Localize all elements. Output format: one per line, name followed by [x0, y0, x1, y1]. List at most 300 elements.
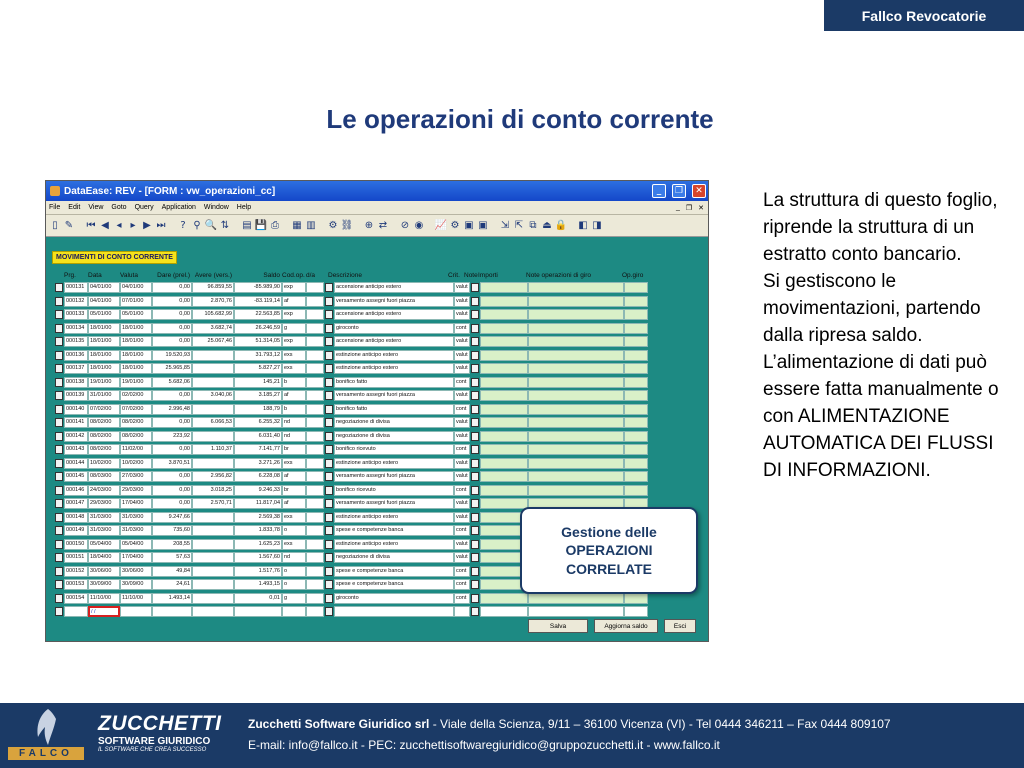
- table-row[interactable]: [54, 389, 706, 403]
- prg-cell[interactable]: 000152: [64, 566, 88, 577]
- lookup-checkbox[interactable]: [325, 607, 333, 616]
- note-checkbox[interactable]: [471, 364, 479, 373]
- menu-goto[interactable]: Goto: [111, 204, 127, 211]
- row-selector-checkbox[interactable]: [55, 391, 63, 400]
- lookup-checkbox[interactable]: [325, 445, 333, 454]
- note-checkbox[interactable]: [471, 607, 479, 616]
- description-cell[interactable]: accensione anticipo estero: [334, 309, 454, 320]
- giro-op-cell[interactable]: [624, 309, 648, 320]
- credit-cell[interactable]: [192, 579, 234, 590]
- credit-cell[interactable]: [192, 566, 234, 577]
- save-icon[interactable]: 💾: [254, 220, 268, 231]
- row-selector-checkbox[interactable]: [55, 526, 63, 535]
- debit-cell[interactable]: 735,60: [152, 525, 192, 536]
- value-date-cell[interactable]: 31/03/00: [120, 525, 152, 536]
- giro-notes-cell[interactable]: [528, 444, 624, 455]
- credit-cell[interactable]: 105.682,99: [192, 309, 234, 320]
- balance-cell[interactable]: 26.246,59: [234, 323, 282, 334]
- amounts-cell[interactable]: [480, 458, 528, 469]
- note-checkbox[interactable]: [471, 351, 479, 360]
- note-checkbox[interactable]: [471, 283, 479, 292]
- description-cell[interactable]: versamento assegni fuori piazza: [334, 471, 454, 482]
- criterion-cell[interactable]: cont: [454, 579, 470, 590]
- import-icon[interactable]: ⇲: [500, 220, 510, 231]
- giro-op-cell[interactable]: [624, 444, 648, 455]
- lookup-checkbox[interactable]: [325, 499, 333, 508]
- amounts-cell[interactable]: [480, 431, 528, 442]
- debit-credit-cell[interactable]: [306, 471, 324, 482]
- note-checkbox[interactable]: [471, 405, 479, 414]
- criterion-cell[interactable]: valut: [454, 498, 470, 509]
- credit-cell[interactable]: 6.066,53: [192, 417, 234, 428]
- window-right-icon[interactable]: ◨: [592, 220, 602, 231]
- giro-notes-cell[interactable]: [528, 363, 624, 374]
- note-checkbox[interactable]: [471, 418, 479, 427]
- debit-cell[interactable]: 57,63: [152, 552, 192, 563]
- prg-cell[interactable]: 000148: [64, 512, 88, 523]
- credit-cell[interactable]: [192, 606, 234, 617]
- table-icon[interactable]: ▦: [292, 220, 302, 231]
- criterion-cell[interactable]: cont: [454, 525, 470, 536]
- row-selector-checkbox[interactable]: [55, 418, 63, 427]
- lookup-checkbox[interactable]: [325, 391, 333, 400]
- giro-notes-cell[interactable]: [528, 390, 624, 401]
- amounts-cell[interactable]: [480, 444, 528, 455]
- date-cell[interactable]: 05/01/00: [88, 309, 120, 320]
- criterion-cell[interactable]: valut: [454, 309, 470, 320]
- menu-edit[interactable]: Edit: [68, 204, 81, 211]
- prg-cell[interactable]: 000147: [64, 498, 88, 509]
- balance-cell[interactable]: 11.817,04: [234, 498, 282, 509]
- debit-cell[interactable]: 0,00: [152, 444, 192, 455]
- amounts-cell[interactable]: [480, 309, 528, 320]
- table-row[interactable]: [54, 335, 706, 349]
- balance-cell[interactable]: 31.793,12: [234, 350, 282, 361]
- table-row[interactable]: [54, 457, 706, 471]
- prg-cell[interactable]: 000131: [64, 282, 88, 293]
- op-code-cell[interactable]: nd: [282, 552, 306, 563]
- lookup-checkbox[interactable]: [325, 324, 333, 333]
- prg-cell[interactable]: 000150: [64, 539, 88, 550]
- row-selector-checkbox[interactable]: [55, 580, 63, 589]
- grid-icon[interactable]: ▥: [306, 220, 316, 231]
- note-checkbox[interactable]: [471, 310, 479, 319]
- debit-credit-cell[interactable]: [306, 390, 324, 401]
- balance-cell[interactable]: 3.271,26: [234, 458, 282, 469]
- amounts-cell[interactable]: [480, 485, 528, 496]
- menu-view[interactable]: View: [88, 204, 104, 211]
- value-date-cell[interactable]: 19/01/00: [120, 377, 152, 388]
- value-date-cell[interactable]: 18/01/00: [120, 350, 152, 361]
- debit-credit-cell[interactable]: [306, 593, 324, 604]
- zoom-icon[interactable]: ⊕: [364, 220, 374, 231]
- debit-credit-cell[interactable]: [306, 579, 324, 590]
- note-checkbox[interactable]: [471, 378, 479, 387]
- date-cell[interactable]: 18/01/00: [88, 363, 120, 374]
- date-cell[interactable]: 31/03/00: [88, 512, 120, 523]
- value-date-cell[interactable]: 17/04/00: [120, 552, 152, 563]
- row-selector-checkbox[interactable]: [55, 472, 63, 481]
- date-cell[interactable]: 08/02/00: [88, 417, 120, 428]
- value-date-cell[interactable]: 08/02/00: [120, 431, 152, 442]
- lookup-checkbox[interactable]: [325, 553, 333, 562]
- new-record-icon[interactable]: ▯: [52, 220, 58, 231]
- criterion-cell[interactable]: cont: [454, 377, 470, 388]
- value-date-cell[interactable]: 10/02/00: [120, 458, 152, 469]
- row-selector-checkbox[interactable]: [55, 540, 63, 549]
- description-cell[interactable]: accensione anticipo estero: [334, 336, 454, 347]
- form-icon[interactable]: ▤: [242, 220, 252, 231]
- date-cell[interactable]: 08/03/00: [88, 471, 120, 482]
- prg-cell[interactable]: 000142: [64, 431, 88, 442]
- lookup-checkbox[interactable]: [325, 486, 333, 495]
- credit-cell[interactable]: [192, 539, 234, 550]
- table-row[interactable]: [54, 281, 706, 295]
- op-code-cell[interactable]: af: [282, 296, 306, 307]
- criterion-cell[interactable]: valut: [454, 282, 470, 293]
- giro-notes-cell[interactable]: [528, 417, 624, 428]
- description-cell[interactable]: negoziazione di divisa: [334, 552, 454, 563]
- table-row[interactable]: [54, 416, 706, 430]
- prg-cell[interactable]: 000145: [64, 471, 88, 482]
- lookup-checkbox[interactable]: [325, 472, 333, 481]
- criterion-cell[interactable]: valut: [454, 431, 470, 442]
- date-cell[interactable]: 11/10/00: [88, 593, 120, 604]
- value-date-cell[interactable]: 29/03/00: [120, 485, 152, 496]
- giro-op-cell[interactable]: [624, 471, 648, 482]
- balance-cell[interactable]: 1.493,15: [234, 579, 282, 590]
- value-date-cell[interactable]: 08/02/00: [120, 417, 152, 428]
- description-cell[interactable]: estinzione anticipo estero: [334, 363, 454, 374]
- note-checkbox[interactable]: [471, 459, 479, 468]
- criterion-cell[interactable]: [454, 606, 470, 617]
- value-date-cell[interactable]: 07/02/00: [120, 404, 152, 415]
- window-left-icon[interactable]: ◧: [578, 220, 588, 231]
- balance-cell[interactable]: 51.314,05: [234, 336, 282, 347]
- date-cell[interactable]: 29/03/00: [88, 498, 120, 509]
- giro-op-cell[interactable]: [624, 431, 648, 442]
- description-cell[interactable]: bonifico ricevuto: [334, 485, 454, 496]
- amounts-cell[interactable]: [480, 296, 528, 307]
- description-cell[interactable]: bonifico fatto: [334, 404, 454, 415]
- balance-cell[interactable]: 1.517,76: [234, 566, 282, 577]
- prg-cell[interactable]: 000138: [64, 377, 88, 388]
- value-date-cell[interactable]: 18/01/00: [120, 363, 152, 374]
- next-page-icon[interactable]: ▶: [143, 220, 151, 231]
- row-selector-checkbox[interactable]: [55, 553, 63, 562]
- update-balance-button[interactable]: Aggiorna saldo: [594, 619, 658, 633]
- description-cell[interactable]: spese e competenze banca: [334, 525, 454, 536]
- save-button[interactable]: Salva: [528, 619, 588, 633]
- amounts-cell[interactable]: [480, 282, 528, 293]
- row-selector-checkbox[interactable]: [55, 607, 63, 616]
- criterion-cell[interactable]: valut: [454, 417, 470, 428]
- credit-cell[interactable]: [192, 363, 234, 374]
- lookup-checkbox[interactable]: [325, 513, 333, 522]
- giro-notes-cell[interactable]: [528, 458, 624, 469]
- copy-icon[interactable]: ⧉: [529, 220, 537, 231]
- row-selector-checkbox[interactable]: [55, 513, 63, 522]
- lookup-checkbox[interactable]: [325, 526, 333, 535]
- debit-cell[interactable]: 0,00: [152, 471, 192, 482]
- prg-cell[interactable]: 000135: [64, 336, 88, 347]
- date-cell[interactable]: 05/04/00: [88, 539, 120, 550]
- date-cell[interactable]: 18/01/00: [88, 323, 120, 334]
- giro-notes-cell[interactable]: [528, 350, 624, 361]
- query-icon[interactable]: ?: [180, 220, 186, 231]
- date-cell[interactable]: 18/01/00: [88, 336, 120, 347]
- amounts-cell[interactable]: [480, 471, 528, 482]
- op-code-cell[interactable]: exs: [282, 363, 306, 374]
- table-row[interactable]: [54, 605, 706, 619]
- amounts-cell[interactable]: [480, 417, 528, 428]
- giro-op-cell[interactable]: [624, 485, 648, 496]
- lock-icon[interactable]: 🔒: [554, 220, 568, 231]
- disk2-icon[interactable]: ▣: [478, 220, 488, 231]
- balance-cell[interactable]: 145,21: [234, 377, 282, 388]
- row-selector-checkbox[interactable]: [55, 499, 63, 508]
- lookup-checkbox[interactable]: [325, 364, 333, 373]
- amounts-cell[interactable]: [480, 390, 528, 401]
- lookup-checkbox[interactable]: [325, 594, 333, 603]
- table-row[interactable]: [54, 443, 706, 457]
- debit-credit-cell[interactable]: [306, 525, 324, 536]
- description-cell[interactable]: bonifico fatto: [334, 377, 454, 388]
- description-cell[interactable]: negoziazione di divisa: [334, 431, 454, 442]
- debit-credit-cell[interactable]: [306, 458, 324, 469]
- giro-notes-cell[interactable]: [528, 296, 624, 307]
- debit-credit-cell[interactable]: [306, 552, 324, 563]
- note-checkbox[interactable]: [471, 337, 479, 346]
- row-selector-checkbox[interactable]: [55, 337, 63, 346]
- amounts-cell[interactable]: [480, 498, 528, 509]
- amounts-cell[interactable]: [480, 336, 528, 347]
- filter-icon[interactable]: ⚲: [193, 220, 201, 231]
- value-date-cell[interactable]: 18/01/00: [120, 323, 152, 334]
- debit-cell[interactable]: 1.493,14: [152, 593, 192, 604]
- date-cell[interactable]: 08/02/00: [88, 444, 120, 455]
- print-icon[interactable]: ⎙: [271, 220, 279, 231]
- criterion-cell[interactable]: cont: [454, 566, 470, 577]
- debit-cell[interactable]: 24,61: [152, 579, 192, 590]
- credit-cell[interactable]: [192, 404, 234, 415]
- value-date-cell[interactable]: 07/01/00: [120, 296, 152, 307]
- date-cell[interactable]: 31/01/00: [88, 390, 120, 401]
- view-icon[interactable]: ◉: [414, 220, 424, 231]
- giro-op-cell[interactable]: [624, 363, 648, 374]
- giro-op-cell[interactable]: [624, 282, 648, 293]
- value-date-cell[interactable]: 05/01/00: [120, 309, 152, 320]
- op-code-cell[interactable]: br: [282, 485, 306, 496]
- op-code-cell[interactable]: af: [282, 498, 306, 509]
- note-checkbox[interactable]: [471, 594, 479, 603]
- giro-notes-cell[interactable]: [528, 606, 624, 617]
- description-cell[interactable]: negoziazione di divisa: [334, 417, 454, 428]
- op-code-cell[interactable]: af: [282, 390, 306, 401]
- description-cell[interactable]: versamento assegni fuori piazza: [334, 390, 454, 401]
- debit-credit-cell[interactable]: [306, 282, 324, 293]
- giro-op-cell[interactable]: [624, 390, 648, 401]
- prg-cell[interactable]: 000133: [64, 309, 88, 320]
- debit-cell[interactable]: 2.996,48: [152, 404, 192, 415]
- value-date-cell[interactable]: 27/03/00: [120, 471, 152, 482]
- criterion-cell[interactable]: cont: [454, 485, 470, 496]
- giro-op-cell[interactable]: [624, 593, 648, 604]
- criterion-cell[interactable]: valut: [454, 390, 470, 401]
- debit-cell[interactable]: 0,00: [152, 336, 192, 347]
- note-checkbox[interactable]: [471, 297, 479, 306]
- row-selector-checkbox[interactable]: [55, 486, 63, 495]
- lookup-checkbox[interactable]: [325, 459, 333, 468]
- criterion-cell[interactable]: valut: [454, 296, 470, 307]
- debit-credit-cell[interactable]: [306, 377, 324, 388]
- description-cell[interactable]: versamento assegni fuori piazza: [334, 296, 454, 307]
- credit-cell[interactable]: 1.110,37: [192, 444, 234, 455]
- row-selector-checkbox[interactable]: [55, 567, 63, 576]
- giro-op-cell[interactable]: [624, 296, 648, 307]
- search-icon[interactable]: 🔍: [204, 220, 218, 231]
- lookup-checkbox[interactable]: [325, 580, 333, 589]
- debit-cell[interactable]: 9.247,66: [152, 512, 192, 523]
- credit-cell[interactable]: 96.859,55: [192, 282, 234, 293]
- description-cell[interactable]: giroconto: [334, 323, 454, 334]
- note-checkbox[interactable]: [471, 513, 479, 522]
- menu-window[interactable]: Window: [203, 204, 229, 211]
- debit-credit-cell[interactable]: [306, 539, 324, 550]
- giro-op-cell[interactable]: [624, 417, 648, 428]
- date-cell[interactable]: / /: [88, 606, 120, 617]
- giro-op-cell[interactable]: [624, 377, 648, 388]
- table-row[interactable]: [54, 403, 706, 417]
- op-code-cell[interactable]: exs: [282, 350, 306, 361]
- prg-cell[interactable]: 000151: [64, 552, 88, 563]
- debit-credit-cell[interactable]: [306, 296, 324, 307]
- criterion-cell[interactable]: valut: [454, 458, 470, 469]
- mdi-close-icon[interactable]: ✕: [698, 204, 704, 212]
- giro-notes-cell[interactable]: [528, 377, 624, 388]
- debit-cell[interactable]: 5.682,06: [152, 377, 192, 388]
- note-checkbox[interactable]: [471, 526, 479, 535]
- credit-cell[interactable]: [192, 525, 234, 536]
- debit-cell[interactable]: 223,92: [152, 431, 192, 442]
- prg-cell[interactable]: 000140: [64, 404, 88, 415]
- giro-op-cell[interactable]: [624, 336, 648, 347]
- date-cell[interactable]: 30/06/00: [88, 566, 120, 577]
- op-code-cell[interactable]: exp: [282, 282, 306, 293]
- previous-page-icon[interactable]: ◀: [101, 220, 109, 231]
- minimize-icon[interactable]: _: [652, 184, 666, 198]
- debit-credit-cell[interactable]: [306, 606, 324, 617]
- table-row[interactable]: [54, 349, 706, 363]
- giro-op-cell[interactable]: [624, 350, 648, 361]
- debit-cell[interactable]: 49,84: [152, 566, 192, 577]
- value-date-cell[interactable]: 31/03/00: [120, 512, 152, 523]
- note-checkbox[interactable]: [471, 580, 479, 589]
- criterion-cell[interactable]: valut: [454, 539, 470, 550]
- credit-cell[interactable]: 2.870,76: [192, 296, 234, 307]
- prg-cell[interactable]: 000154: [64, 593, 88, 604]
- debit-cell[interactable]: 0,00: [152, 282, 192, 293]
- balance-cell[interactable]: 9.246,33: [234, 485, 282, 496]
- row-selector-checkbox[interactable]: [55, 594, 63, 603]
- chart-icon[interactable]: 📈: [434, 220, 448, 231]
- credit-cell[interactable]: [192, 377, 234, 388]
- credit-cell[interactable]: 3.040,06: [192, 390, 234, 401]
- credit-cell[interactable]: 25.067,46: [192, 336, 234, 347]
- criterion-cell[interactable]: cont: [454, 323, 470, 334]
- debit-cell[interactable]: 0,00: [152, 390, 192, 401]
- op-code-cell[interactable]: nd: [282, 417, 306, 428]
- date-cell[interactable]: 24/03/00: [88, 485, 120, 496]
- row-selector-checkbox[interactable]: [55, 459, 63, 468]
- credit-cell[interactable]: 3.682,74: [192, 323, 234, 334]
- description-cell[interactable]: spese e competenze banca: [334, 579, 454, 590]
- description-cell[interactable]: estinzione anticipo estero: [334, 539, 454, 550]
- lookup-checkbox[interactable]: [325, 567, 333, 576]
- edit-icon[interactable]: ✎: [64, 220, 74, 231]
- description-cell[interactable]: estinzione anticipo estero: [334, 512, 454, 523]
- prg-cell[interactable]: 000143: [64, 444, 88, 455]
- amounts-cell[interactable]: [480, 350, 528, 361]
- criterion-cell[interactable]: cont: [454, 593, 470, 604]
- note-checkbox[interactable]: [471, 445, 479, 454]
- prg-cell[interactable]: 000137: [64, 363, 88, 374]
- amounts-cell[interactable]: [480, 377, 528, 388]
- prg-cell[interactable]: 000149: [64, 525, 88, 536]
- criterion-cell[interactable]: valut: [454, 363, 470, 374]
- description-cell[interactable]: bonifico ricevuto: [334, 444, 454, 455]
- credit-cell[interactable]: [192, 431, 234, 442]
- criterion-cell[interactable]: valut: [454, 350, 470, 361]
- criterion-cell[interactable]: valut: [454, 552, 470, 563]
- debit-credit-cell[interactable]: [306, 336, 324, 347]
- credit-cell[interactable]: 2.570,71: [192, 498, 234, 509]
- value-date-cell[interactable]: 11/10/00: [120, 593, 152, 604]
- credit-cell[interactable]: [192, 458, 234, 469]
- note-checkbox[interactable]: [471, 553, 479, 562]
- balance-cell[interactable]: -85.989,90: [234, 282, 282, 293]
- lookup-checkbox[interactable]: [325, 418, 333, 427]
- table-row[interactable]: [54, 295, 706, 309]
- prg-cell[interactable]: 000153: [64, 579, 88, 590]
- menu-query[interactable]: Query: [134, 204, 154, 211]
- op-code-cell[interactable]: exs: [282, 539, 306, 550]
- value-date-cell[interactable]: 30/06/00: [120, 566, 152, 577]
- balance-cell[interactable]: 1.625,23: [234, 539, 282, 550]
- note-checkbox[interactable]: [471, 391, 479, 400]
- note-checkbox[interactable]: [471, 432, 479, 441]
- relation-icon[interactable]: ⛓: [340, 220, 354, 231]
- prg-cell[interactable]: 000139: [64, 390, 88, 401]
- debit-cell[interactable]: 208,55: [152, 539, 192, 550]
- exit-form-icon[interactable]: ⏏: [542, 220, 552, 231]
- op-code-cell[interactable]: o: [282, 579, 306, 590]
- debit-credit-cell[interactable]: [306, 323, 324, 334]
- debit-cell[interactable]: 25.965,85: [152, 363, 192, 374]
- stop-icon[interactable]: ⊘: [400, 220, 410, 231]
- debit-cell[interactable]: 0,00: [152, 309, 192, 320]
- description-cell[interactable]: giroconto: [334, 593, 454, 604]
- table-row[interactable]: [54, 470, 706, 484]
- balance-cell[interactable]: 6.031,40: [234, 431, 282, 442]
- criterion-cell[interactable]: cont: [454, 444, 470, 455]
- table-row[interactable]: [54, 362, 706, 376]
- table-row[interactable]: [54, 322, 706, 336]
- debit-cell[interactable]: 0,00: [152, 417, 192, 428]
- balance-cell[interactable]: 188,79: [234, 404, 282, 415]
- giro-op-cell[interactable]: [624, 323, 648, 334]
- debit-credit-cell[interactable]: [306, 404, 324, 415]
